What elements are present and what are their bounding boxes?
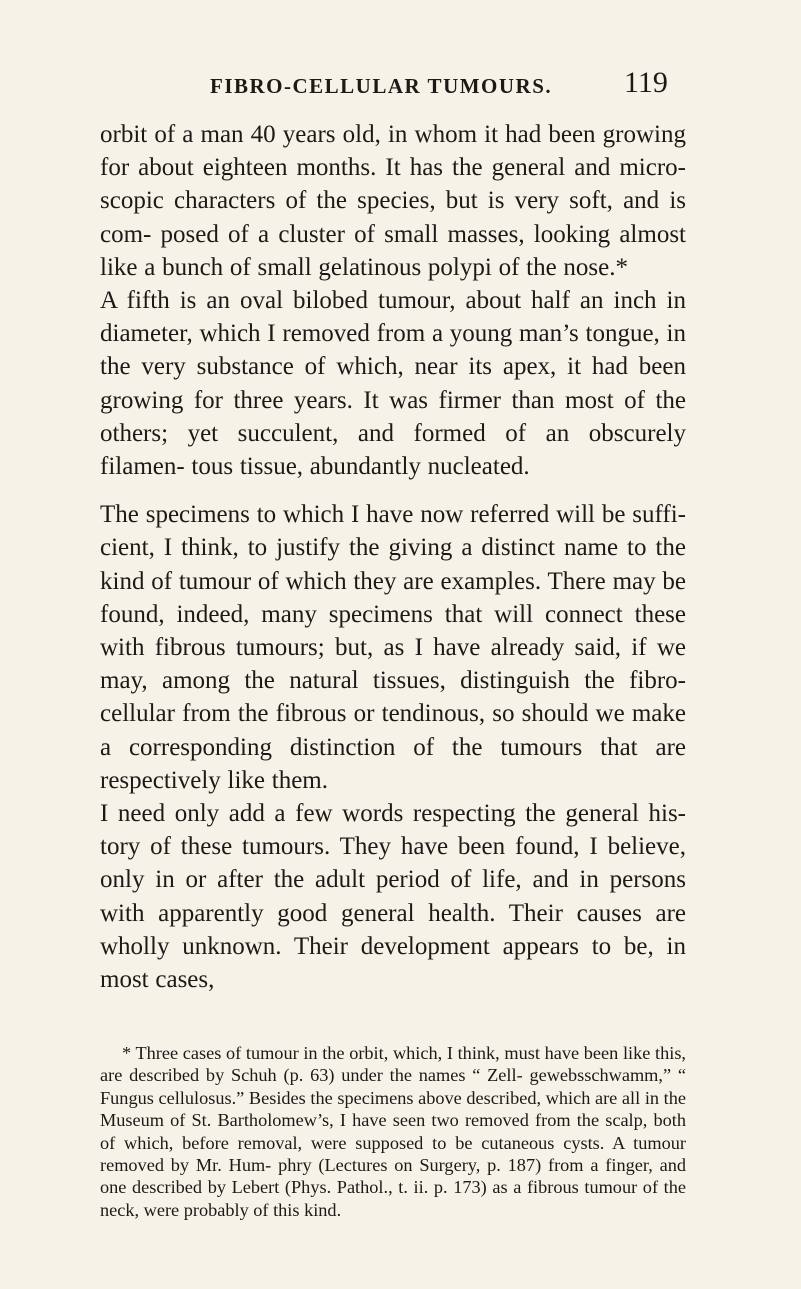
page-number: 119 <box>624 66 668 99</box>
paragraph-4: I need only add a few words respecting the general his- tory of these tumours. They have been found, I believe, only in or after the adult period of life, and in persons with apparently good general health. Their causes are wholly unknown. Their development appears to be, in most cases, <box>100 800 686 994</box>
footnote <box>100 1042 686 1221</box>
footnote-text: * Three cases of tumour in the orbit, which, I think, must have been like this, are described by Schuh (p. 63) under the names “ Zell- gewebsschwamm,” “ Fungus cellulosus.” Besides the specimens above described, which are all in the Museum of St. Bartholomew’s, I have seen two removed from the scalp, both of which, before removal, were supposed to be cutaneous cysts. A tumour removed by Mr. Hum- phry (Lectures on Surgery, p. 187) from a finger, and one described by Lebert (Phys. Pathol., t. ii. p. 173) as a fibrous tumour of the neck, were probably of this kind. <box>100 1043 686 1220</box>
paragraph-1: orbit of a man 40 years old, in whom it had been growing for about eighteen months. It has the general and micro- scopic characters of the species, but is very soft, and is com- posed of a cluster of small masses, looking almost like a bunch of small gelatinous polypi of the nose.* <box>100 121 686 281</box>
paragraph-2: A fifth is an oval bilobed tumour, about half an inch in diameter, which I removed from a young man’s tongue, in the very substance of which, near its apex, it had been growing for three years. It was firmer than most of the others; yet succulent, and formed of an obscurely filamen- tous tissue, abundantly nucleated. <box>100 287 686 481</box>
running-title: FIBRO-CELLULAR TUMOURS. <box>210 74 553 98</box>
main-text <box>100 118 686 996</box>
paragraph-3: The specimens to which I have now referred will be suffi- cient, I think, to justify the giving a distinct name to the kind of tumour of which they are examples. There may be found, indeed, many specimens that will connect these with fibrous tumours; but, as I have already said, if we may, among the natural tissues, distinguish the fibro-cellular from the fibrous or tendinous, so should we make a corresponding distinction of the tumours that are respectively like them. <box>100 501 686 794</box>
